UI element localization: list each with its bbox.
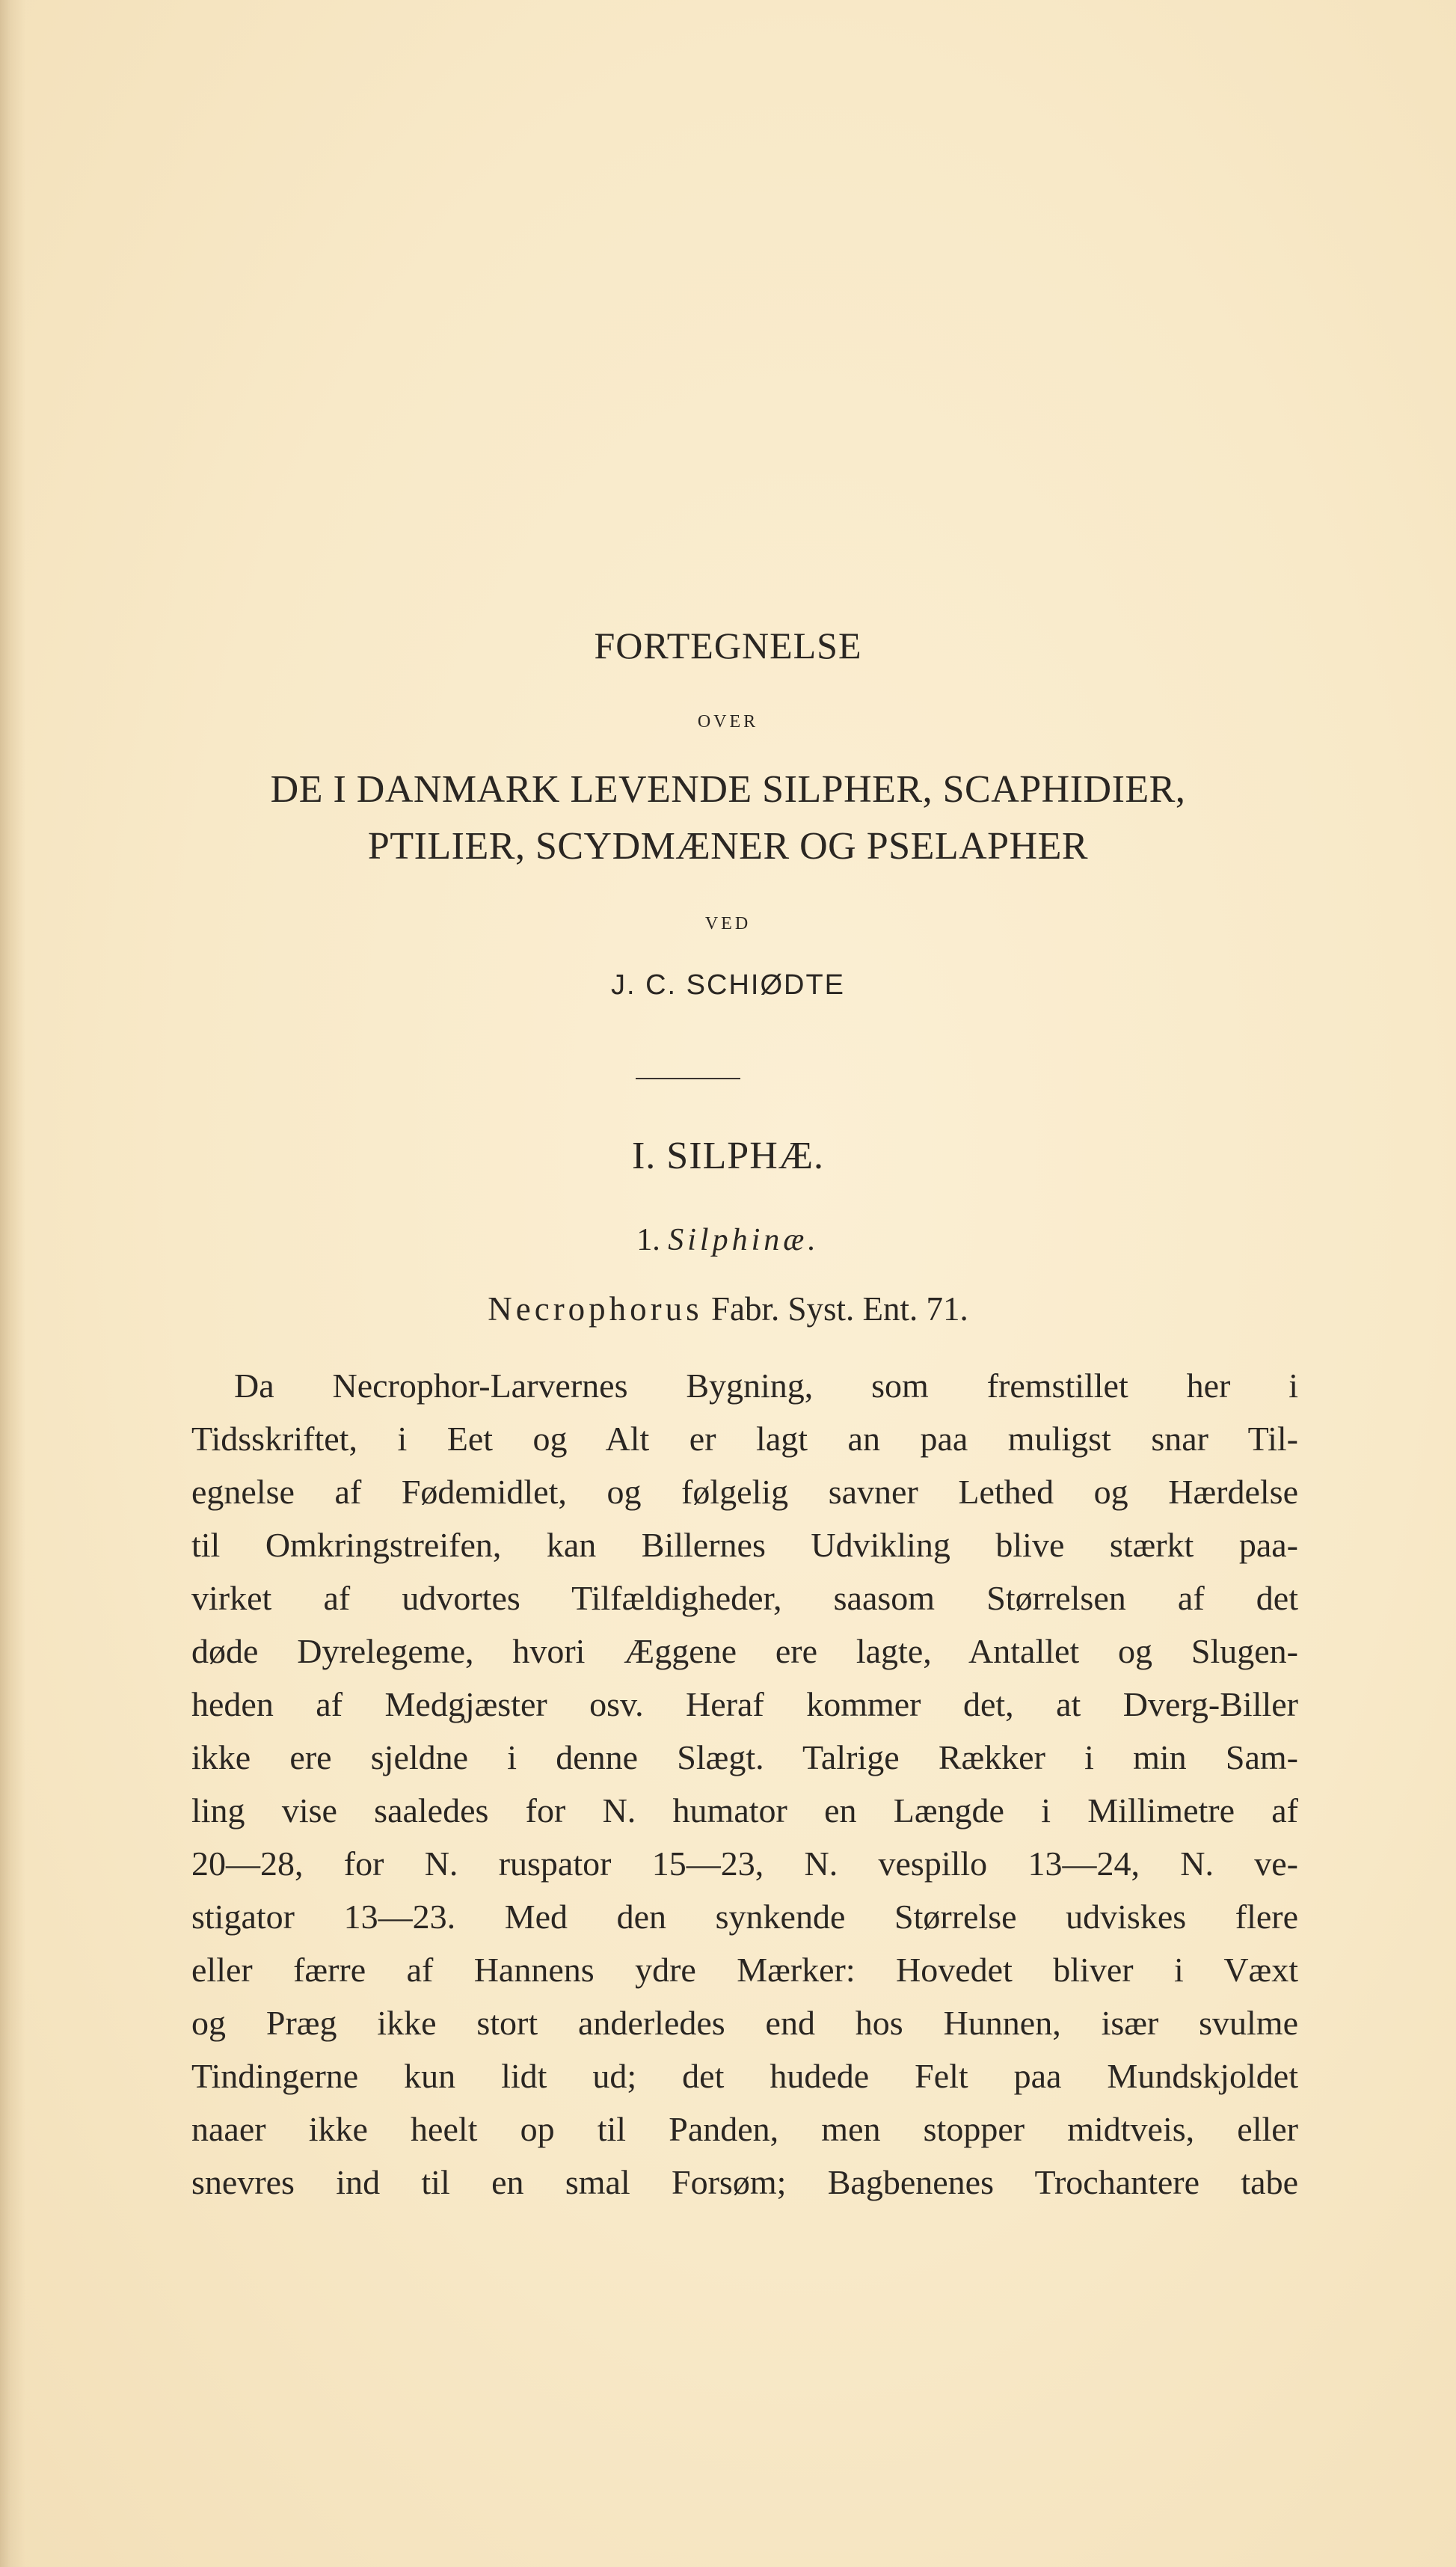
genus-heading bbox=[0, 1289, 1456, 1328]
genus-name: Necrophorus bbox=[488, 1290, 703, 1328]
body-line: eller færre af Hannens ydre Mærker: Hovedet bliver i Væxt bbox=[191, 1951, 1298, 1989]
title-connector-over: OVER bbox=[697, 712, 759, 732]
body-line: døde Dyrelegeme, hvori Æggene ere lagte, Antallet og Slugen- bbox=[191, 1632, 1298, 1670]
subsection-heading bbox=[0, 1222, 1456, 1258]
body-line: ling vise saaledes for N. humator en Længde i Millimetre af bbox=[191, 1791, 1298, 1830]
author-name: J. C. SCHIØDTE bbox=[610, 969, 846, 1001]
document-title: FORTEGNELSE bbox=[594, 625, 862, 666]
document-subtitle-line-2: PTILIER, SCYDMÆNER OG PSELAPHER bbox=[367, 825, 1089, 868]
body-line: ikke ere sjeldne i denne Slægt. Talrige Rækker i min Sam- bbox=[191, 1738, 1298, 1776]
subsection-number: 1. bbox=[636, 1223, 660, 1257]
body-line: snevres ind til en smal Forsøm; Bagbenenes Trochantere tabe bbox=[191, 2163, 1298, 2201]
body-line: Da Necrophor-Larvernes Bygning, som fremstillet her i bbox=[234, 1367, 1298, 1405]
body-line: Tidsskriftet, i Eet og Alt er lagt an paa muligst snar Til- bbox=[191, 1420, 1298, 1458]
body-paragraph bbox=[191, 1359, 1298, 2209]
body-line: heden af Medgjæster osv. Heraf kommer det, at Dverg-Biller bbox=[191, 1685, 1298, 1723]
body-line: til Omkringstreifen, kan Billernes Udvikling blive stærkt paa- bbox=[191, 1526, 1298, 1564]
body-line: naaer ikke heelt op til Panden, men stopper midtveis, eller bbox=[191, 2110, 1298, 2148]
body-line: stigator 13—23. Med den synkende Størrelse udviskes flere bbox=[191, 1898, 1298, 1936]
section-heading: I. SILPHÆ. bbox=[631, 1135, 825, 1177]
body-line: og Præg ikke stort anderledes end hos Hunnen, især svulme bbox=[191, 2004, 1298, 2042]
document-subtitle-line-1: DE I DANMARK LEVENDE SILPHER, SCAPHIDIER, bbox=[270, 768, 1186, 811]
body-line: 20—28, for N. ruspator 15—23, N. vespillo 13—24, N. ve- bbox=[191, 1844, 1298, 1883]
genus-citation: Fabr. Syst. Ent. 71. bbox=[710, 1290, 968, 1328]
body-line: virket af udvortes Tilfældigheder, saasom Størrelsen af det bbox=[191, 1579, 1298, 1617]
subsection-name: Silphinæ. bbox=[668, 1223, 820, 1257]
body-line: egnelse af Fødemidlet, og følgelig savner Lethed og Hærdelse bbox=[191, 1473, 1298, 1511]
page-binding-edge bbox=[0, 0, 25, 2567]
section-divider-rule bbox=[636, 1078, 740, 1079]
title-connector-ved: VED bbox=[704, 914, 752, 933]
body-line: Tindingerne kun lidt ud; det hudede Felt paa Mundskjoldet bbox=[191, 2057, 1298, 2095]
